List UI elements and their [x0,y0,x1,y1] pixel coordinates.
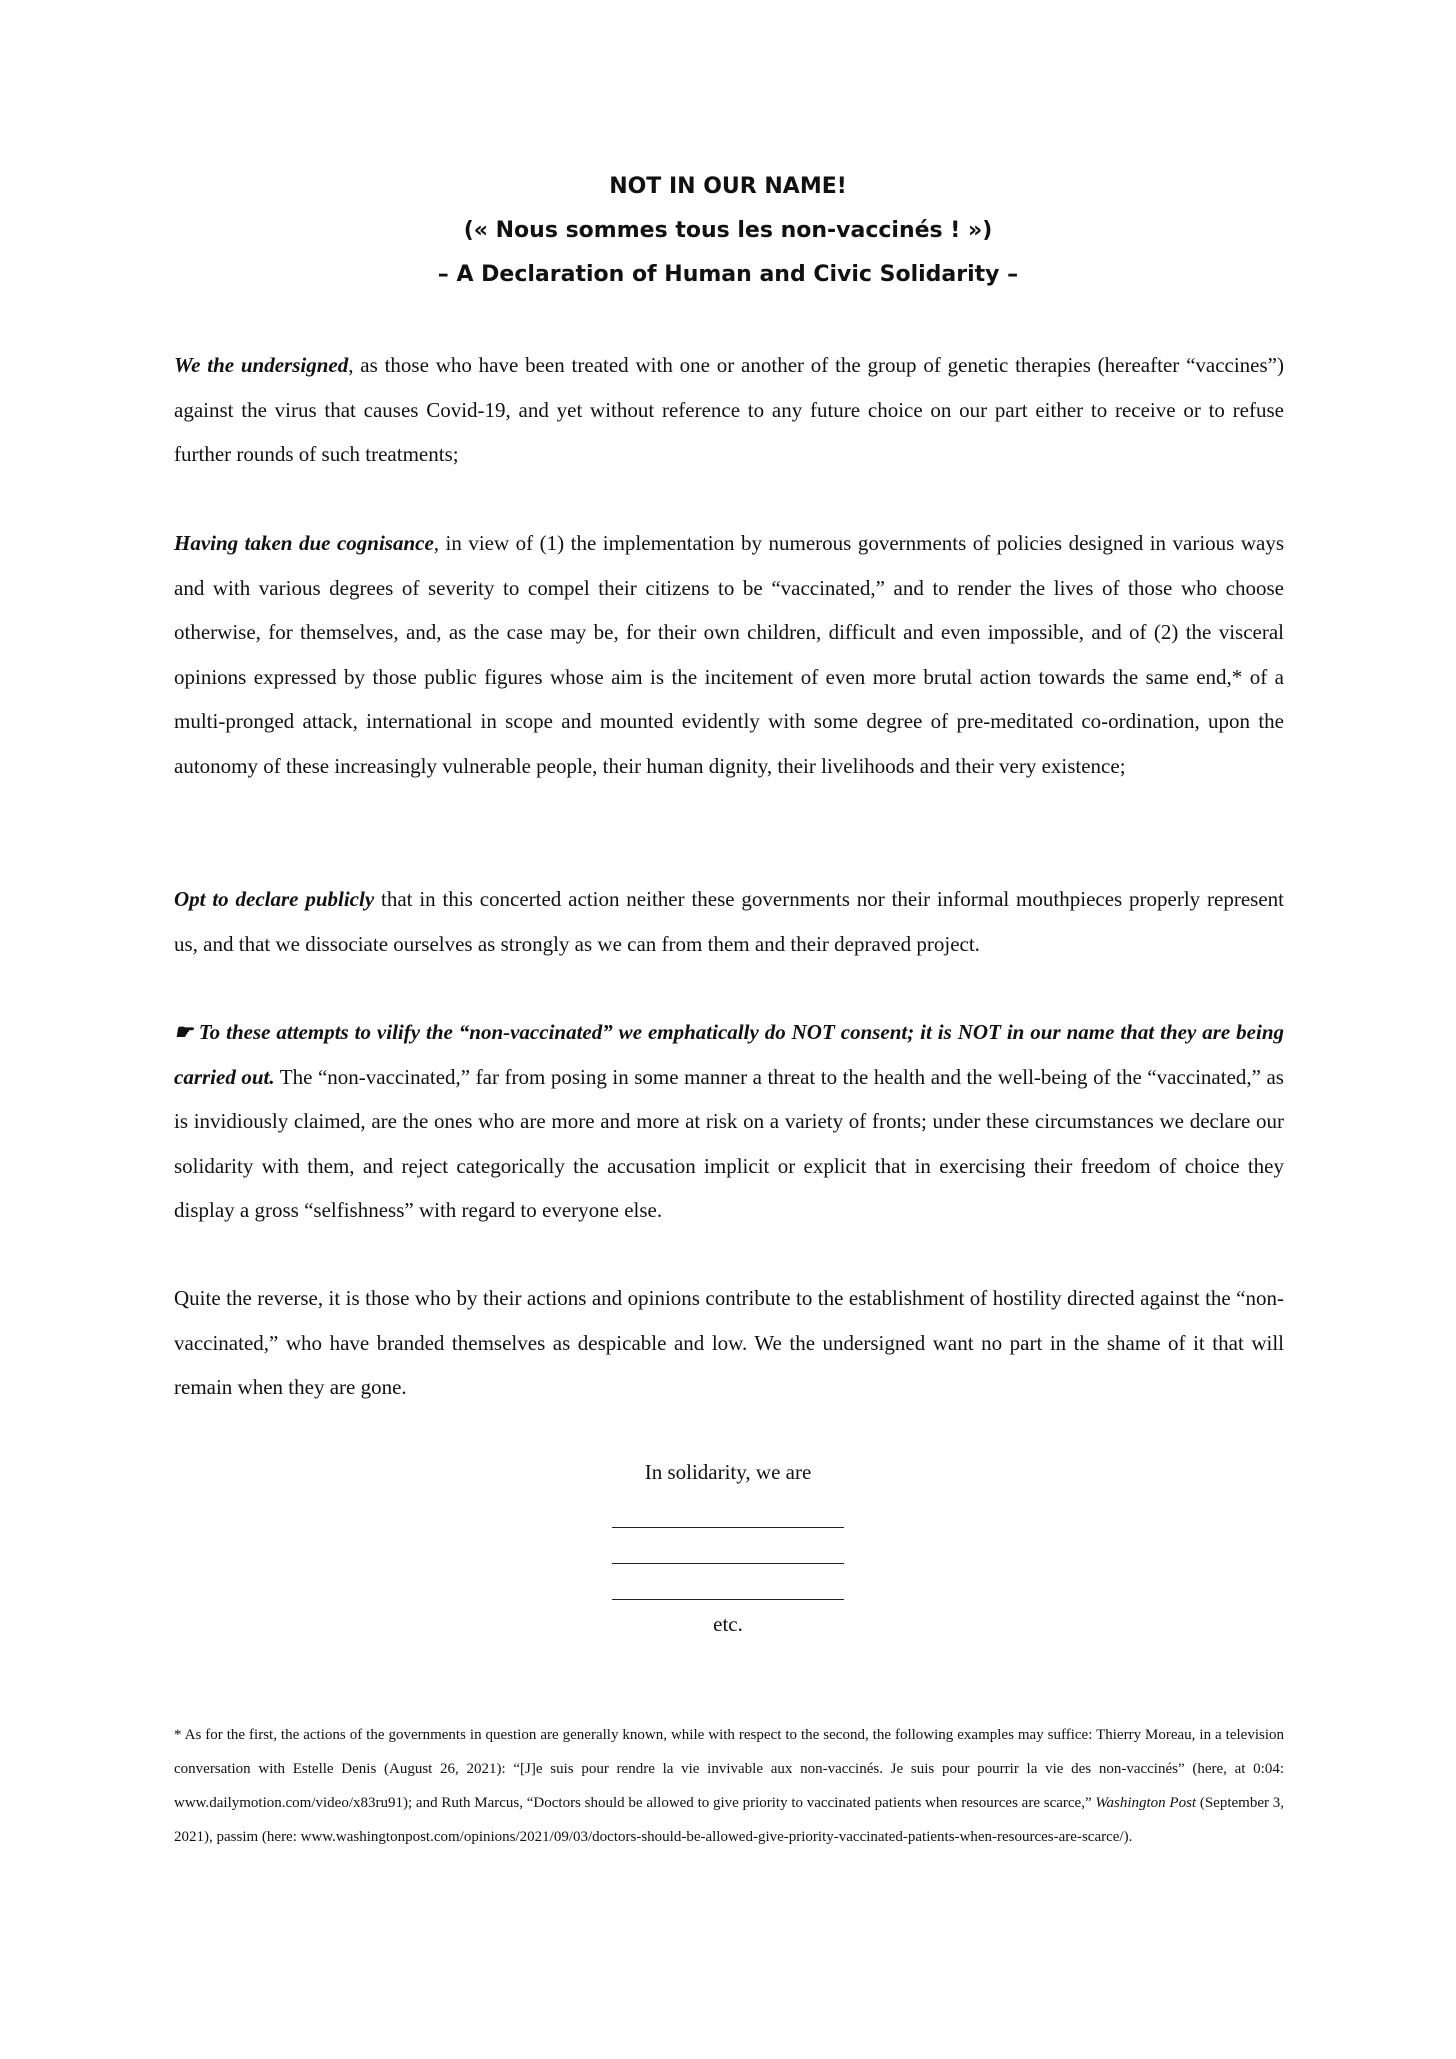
paragraph-undersigned [174,343,1284,477]
paragraph-text: that in this concerted action neither these governments nor their informal mouthpieces properly represent us, and that we dissociate ourselves as strongly as we can from them and their depraved project. [174,887,1284,956]
paragraph-lead: We the undersigned [174,353,349,377]
footnote-publication: Washington Post [1095,1795,1197,1811]
paragraph-cognisance [174,521,1284,789]
footnote-text-end: (September 3, 2021), passim (here: www.washingtonpost.com/opinions/2021/09/03/doctors-should-be-allowed-give-priority-vaccinated-patients-when-resources-are-scarce/). [174,1795,1284,1845]
paragraph-text: , in view of (1) the implementation by numerous governments of policies designed in various ways and with various degrees of severity to compel their citizens to be “vaccinated,” and to render the lives of those who choose otherwise, for themselves, and, as the case may be, for their own children, difficult and even impossible, and of (2) the visceral opinions expressed by those public figures whose aim is the incitement of even more brutal action towards the same end,* of a multi-pronged attack, international in scope and mounted evidently with some degree of pre-meditated co-ordination, upon the autonomy of these increasingly vulnerable people, their human dignity, their livelihoods and their very existence; [174,531,1284,778]
footnote [174,1718,1284,1854]
paragraph-text: Quite the reverse, it is those who by their actions and opinions contribute to the establishment of hostility directed against the “non-vaccinated,” who have branded themselves as despicable and low. We the undersigned want no part in the shame of it that will remain when they are gone. [174,1286,1284,1400]
footnote-text: * As for the first, the actions of the governments in question are generally known, while with respect to the second, the following examples may suffice: Thierry Moreau, in a television conversation with Estelle Denis (August 26, 2021): “[J]e suis pour rendre la vie invivable aux non-vaccinés. Je suis pour pourrir la vie des non-vaccinés” (here, at 0:04: www.dailymotion.com/video/x83ru91); and Ruth Marcus, “Doctors should be allowed to give priority to vaccinated patients when resources are scarce,” [174,1727,1284,1811]
paragraph-quite-the-reverse [174,1276,1284,1410]
paragraph-lead: Having taken due cognisance [174,531,434,555]
paragraph-declare-publicly [174,877,1284,966]
signature-block [0,1452,1456,1644]
signature-line [612,1528,844,1564]
paragraph-lead: Opt to declare publicly [174,887,375,911]
signature-line [612,1492,844,1528]
paragraph-text: , as those who have been treated with one or another of the group of genetic therapies (hereafter “vaccines”) against the virus that causes Covid-19, and yet without reference to any future choice on our part either to receive or to refuse further rounds of such treatments; [174,353,1284,467]
paragraph-not-consent [174,1010,1284,1233]
etc-text: etc. [713,1612,743,1636]
signature-line [612,1564,844,1600]
title-block [0,165,1456,297]
paragraph-lead: ☛ To these attempts to vilify the “non-vaccinated” we emphatically do NOT consent; it is NOT in our name that they are being carried out. [174,1020,1284,1089]
closing-line: In solidarity, we are [644,1460,812,1484]
french-subtitle: (« Nous sommes tous les non-vaccinés ! ») [463,218,993,243]
page-title: NOT IN OUR NAME! [609,174,847,199]
declaration-subtitle: – A Declaration of Human and Civic Solidarity – [437,262,1019,287]
paragraph-text: The “non-vaccinated,” far from posing in some manner a threat to the health and the well-being of the “vaccinated,” as is invidiously claimed, are the ones who are more and more at risk on a variety of fronts; under these circumstances we declare our solidarity with them, and reject categorically the accusation implicit or explicit that in exercising their freedom of choice they display a gross “selfishness” with regard to everyone else. [174,1064,1284,1223]
